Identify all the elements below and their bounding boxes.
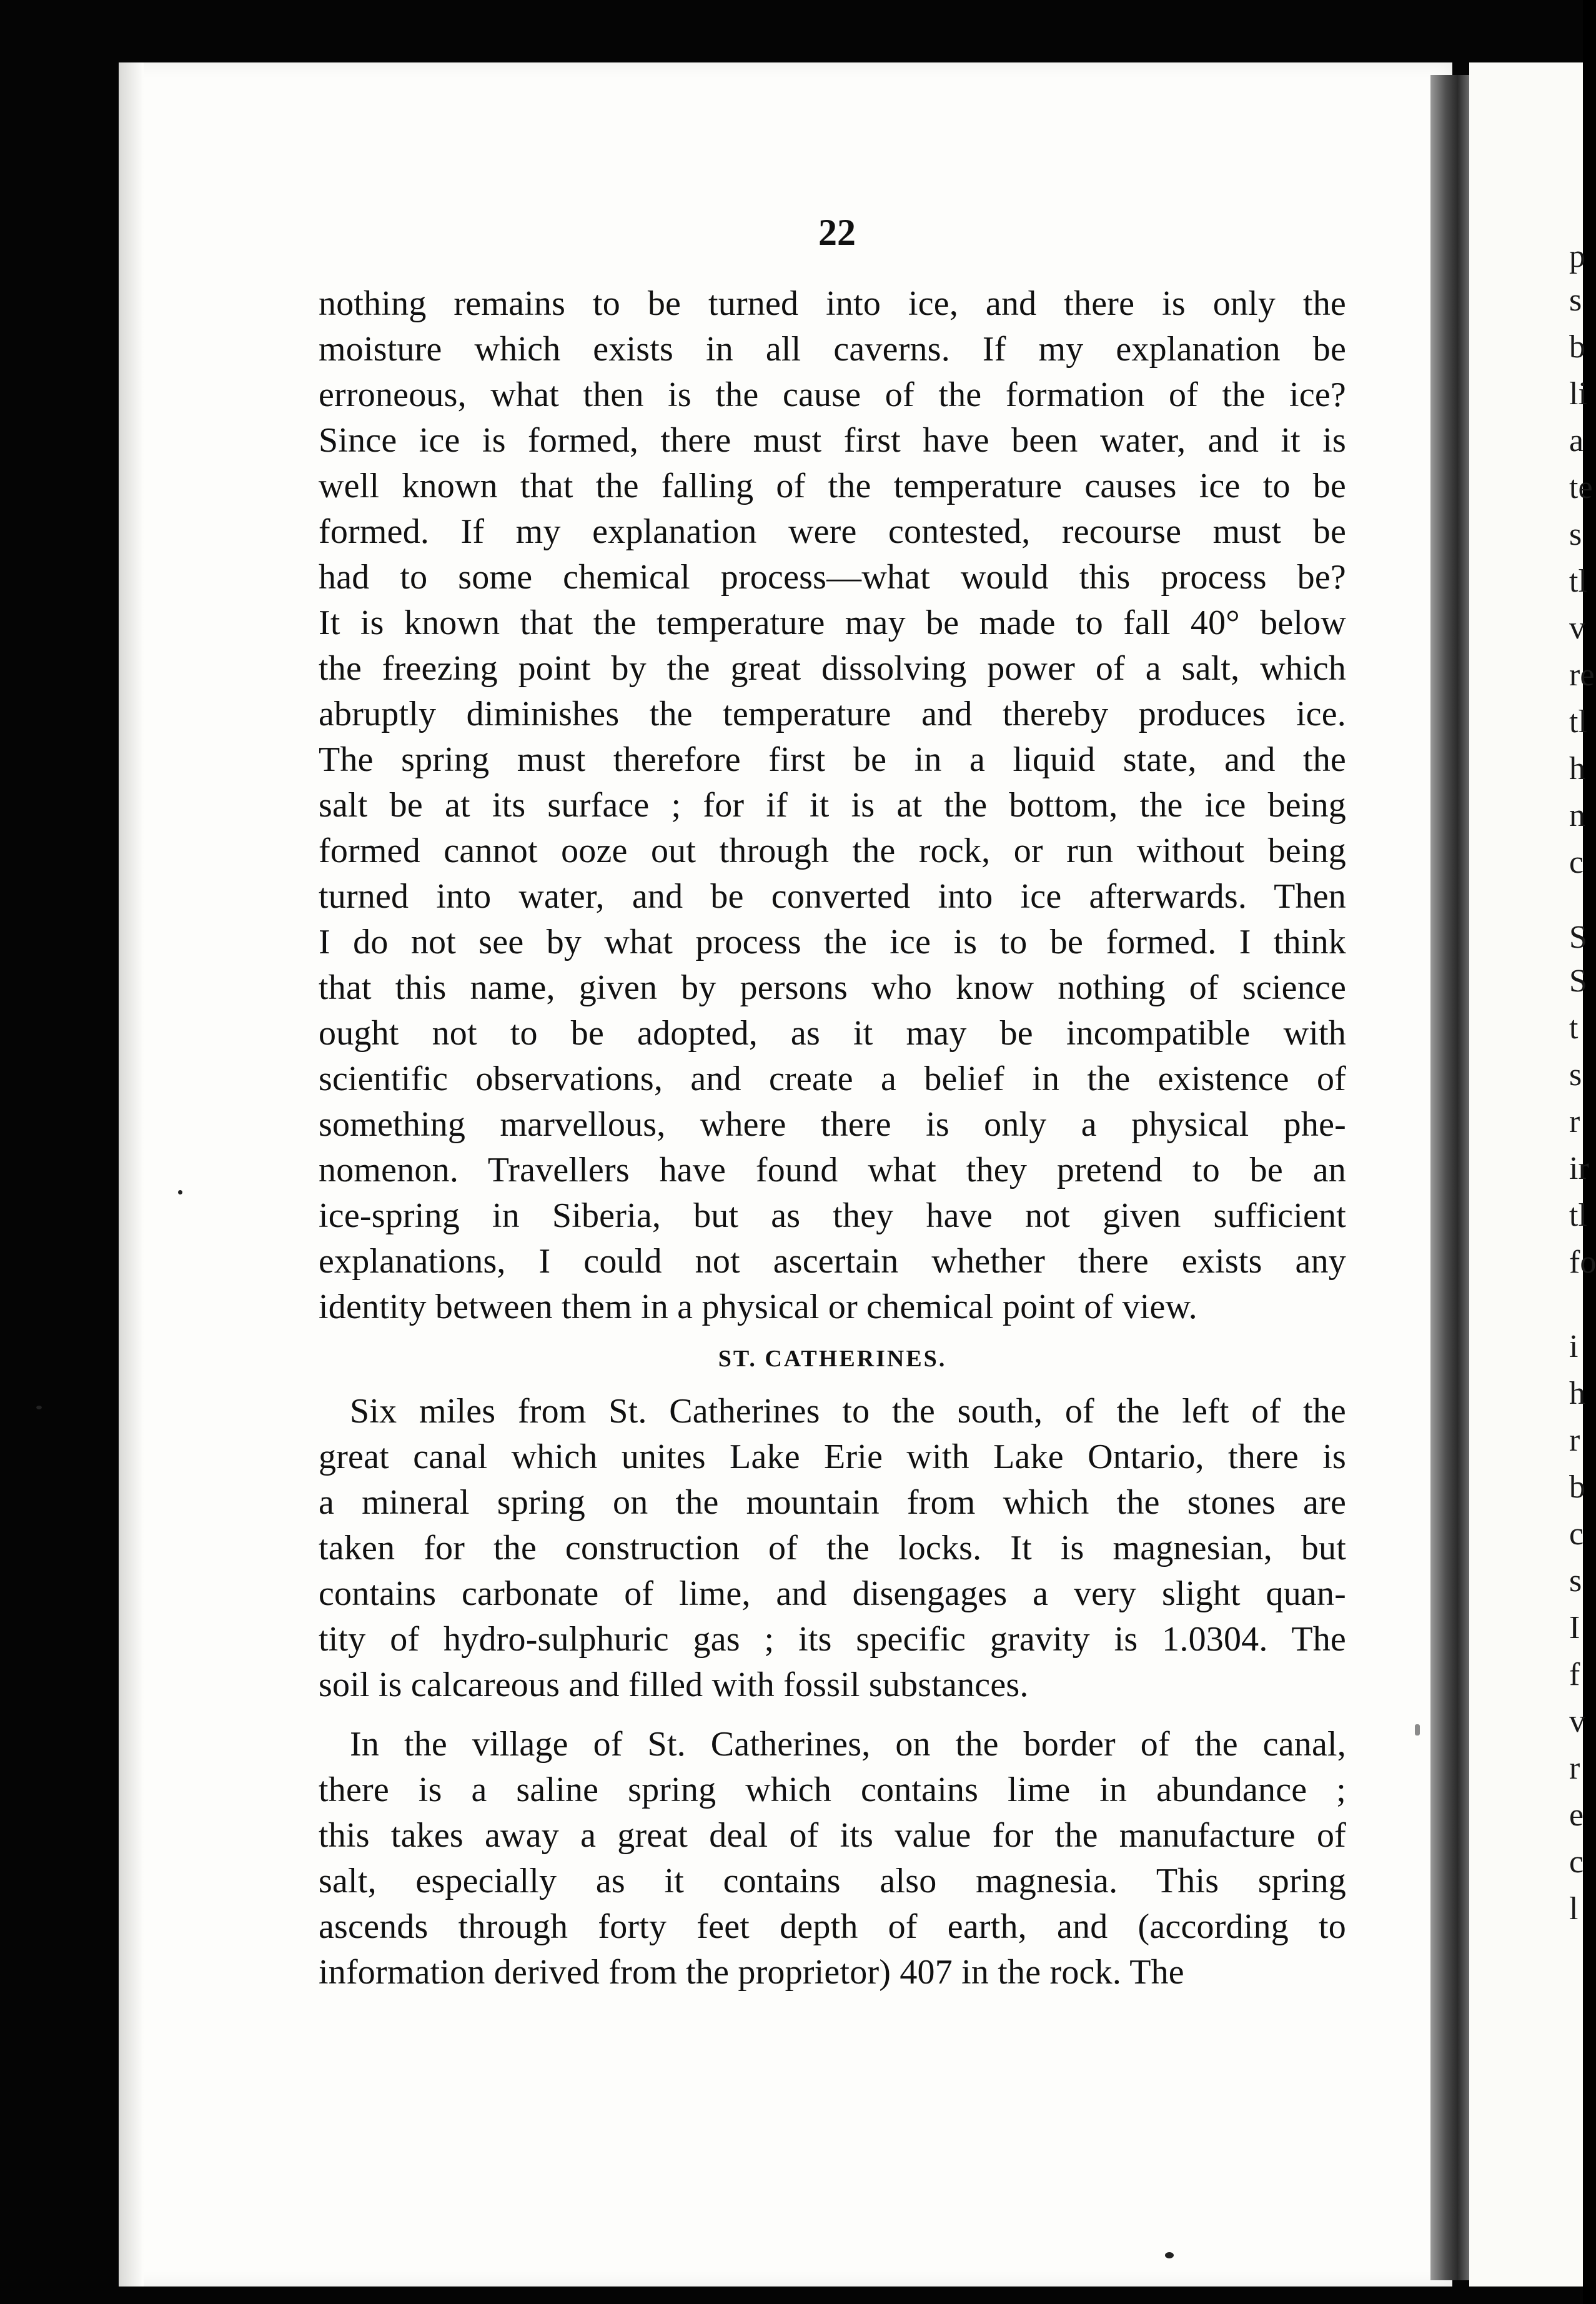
facing-page-fragment: ir: [1569, 1151, 1589, 1186]
facing-page-fragment: i: [1569, 1329, 1579, 1364]
text-line: erroneous, what then is the cause of the formation of the ice?: [319, 375, 1346, 414]
facing-page-fragment: li: [1569, 376, 1587, 412]
text-line: ought not to be adopted, as it may be incompatible with: [319, 1014, 1346, 1053]
text-line: turned into water, and be converted into ice afterwards. Then: [319, 877, 1346, 916]
facing-page-fragment: s: [1569, 517, 1582, 552]
facing-page-fragment: a: [1569, 423, 1584, 459]
facing-page-fragment: f: [1569, 1657, 1580, 1692]
facing-page-fragment: I: [1569, 1610, 1580, 1646]
text-line: explanations, I could not ascertain whether there exists any: [319, 1242, 1346, 1281]
page-edge-shadow: [119, 62, 144, 2287]
text-line: tity of hydro-sulphuric gas ; its specific gravity is 1.0304. The: [319, 1620, 1346, 1659]
text-line: well known that the falling of the temperature causes ice to be: [319, 467, 1346, 505]
facing-page-fragment: c: [1569, 845, 1584, 880]
text-line: that this name, given by persons who know nothing of science: [319, 968, 1346, 1007]
page-text: [319, 281, 1346, 1995]
text-line: the freezing point by the great dissolving power of a salt, which: [319, 649, 1346, 688]
facing-page-fragment: r: [1569, 1750, 1580, 1786]
paragraph-3: [319, 1722, 1346, 1995]
facing-page-fragment: tl: [1569, 564, 1587, 599]
scan-speck: [178, 1190, 182, 1194]
paragraph-gap: [319, 1708, 1346, 1722]
facing-page-fragment: s: [1569, 282, 1582, 318]
facing-page-fragment: h: [1569, 751, 1585, 787]
facing-page-fragment: v: [1569, 1704, 1585, 1739]
text-line: formed cannot ooze out through the rock, or run without being: [319, 832, 1346, 870]
text-line: Since ice is formed, there must first have been water, and it is: [319, 421, 1346, 460]
text-line: contains carbonate of lime, and disengages a very slight quan-: [319, 1574, 1346, 1613]
text-line: It is known that the temperature may be made to fall 40° below: [319, 603, 1346, 642]
text-line: identity between them in a physical or chemical point of view.: [319, 1288, 1197, 1326]
facing-page-fragment: S: [1569, 920, 1587, 955]
text-line: ascends through forty feet depth of earth, and (according to: [319, 1907, 1346, 1946]
facing-page-fragment: r: [1569, 1423, 1580, 1458]
facing-page-fragment: tl: [1569, 1198, 1587, 1233]
text-line: a mineral spring on the mountain from which the stones are: [319, 1483, 1346, 1522]
facing-page-fragment: l: [1569, 1891, 1579, 1927]
facing-page-fragment: re: [1569, 657, 1595, 693]
facing-page-fragment: S: [1569, 963, 1587, 999]
facing-page-fragment: te: [1569, 470, 1593, 505]
text-line: taken for the construction of the locks. It is magnesian, but: [319, 1529, 1346, 1567]
section-heading: ST. CATHERINES.: [718, 1346, 947, 1372]
text-line: there is a saline spring which contains lime in abundance ;: [319, 1770, 1346, 1809]
facing-page-fragment: h: [1569, 1376, 1585, 1411]
facing-page-fragment: fo: [1569, 1244, 1596, 1280]
facing-page-fragment: s: [1569, 1563, 1582, 1599]
scan-speck: [1415, 1724, 1420, 1735]
text-line: In the village of St. Catherines, on the border of the canal,: [350, 1725, 1346, 1764]
scan-speck: [1165, 2252, 1174, 2258]
text-line: The spring must therefore first be in a liquid state, and the: [319, 740, 1346, 779]
text-line: moisture which exists in all caverns. If my explanation be: [319, 330, 1346, 369]
book-gutter: [1430, 75, 1469, 2280]
facing-page-fragment: b: [1569, 329, 1585, 365]
text-line: Six miles from St. Catherines to the south, of the left of the: [350, 1392, 1346, 1431]
text-line: had to some chemical process—what would this process be?: [319, 558, 1346, 597]
facing-page-fragment: t: [1569, 1010, 1579, 1046]
facing-page-fragment: s: [1569, 1057, 1582, 1093]
text-line: abruptly diminishes the temperature and thereby produces ice.: [319, 695, 1346, 733]
paragraph-1: [319, 281, 1346, 1330]
facing-page-fragment: r: [1569, 1104, 1580, 1140]
text-line: something marvellous, where there is only a physical phe-: [319, 1105, 1346, 1144]
text-line: nomenon. Travellers have found what they pretend to be an: [319, 1151, 1346, 1189]
facing-page-fragment: p: [1569, 239, 1585, 274]
text-line: great canal which unites Lake Erie with Lake Ontario, there is: [319, 1438, 1346, 1476]
facing-page-fragment: c: [1569, 1516, 1584, 1552]
text-line: scientific observations, and create a belief in the existence of: [319, 1060, 1346, 1098]
text-line: soil is calcareous and filled with fossil substances.: [319, 1666, 1029, 1704]
facing-page-fragment: c: [1569, 1844, 1584, 1880]
text-line: salt, especially as it contains also magnesia. This spring: [319, 1862, 1346, 1900]
scan-speck: [36, 1406, 42, 1409]
text-line: ice-spring in Siberia, but as they have not given sufficient: [319, 1196, 1346, 1235]
text-line: salt be at its surface ; for if it is at the bottom, the ice being: [319, 786, 1346, 825]
text-line: nothing remains to be turned into ice, and there is only the: [319, 284, 1346, 323]
facing-page-fragment: tl: [1569, 704, 1587, 740]
facing-page-fragment: n: [1569, 798, 1585, 833]
page-number: 22: [818, 212, 856, 253]
text-line: this takes away a great deal of its value for the manufacture of: [319, 1816, 1346, 1855]
facing-page-fragment: e: [1569, 1797, 1584, 1833]
text-line: information derived from the proprietor) 407 in the rock. The: [319, 1953, 1184, 1992]
text-line: formed. If my explanation were contested, recourse must be: [319, 512, 1346, 551]
facing-page-edge: [1469, 62, 1596, 2287]
text-line: I do not see by what process the ice is to be formed. I think: [319, 923, 1346, 961]
facing-page-fragment: b: [1569, 1469, 1585, 1505]
paragraph-2: [319, 1389, 1346, 1708]
facing-page-fragment: v: [1569, 610, 1585, 646]
